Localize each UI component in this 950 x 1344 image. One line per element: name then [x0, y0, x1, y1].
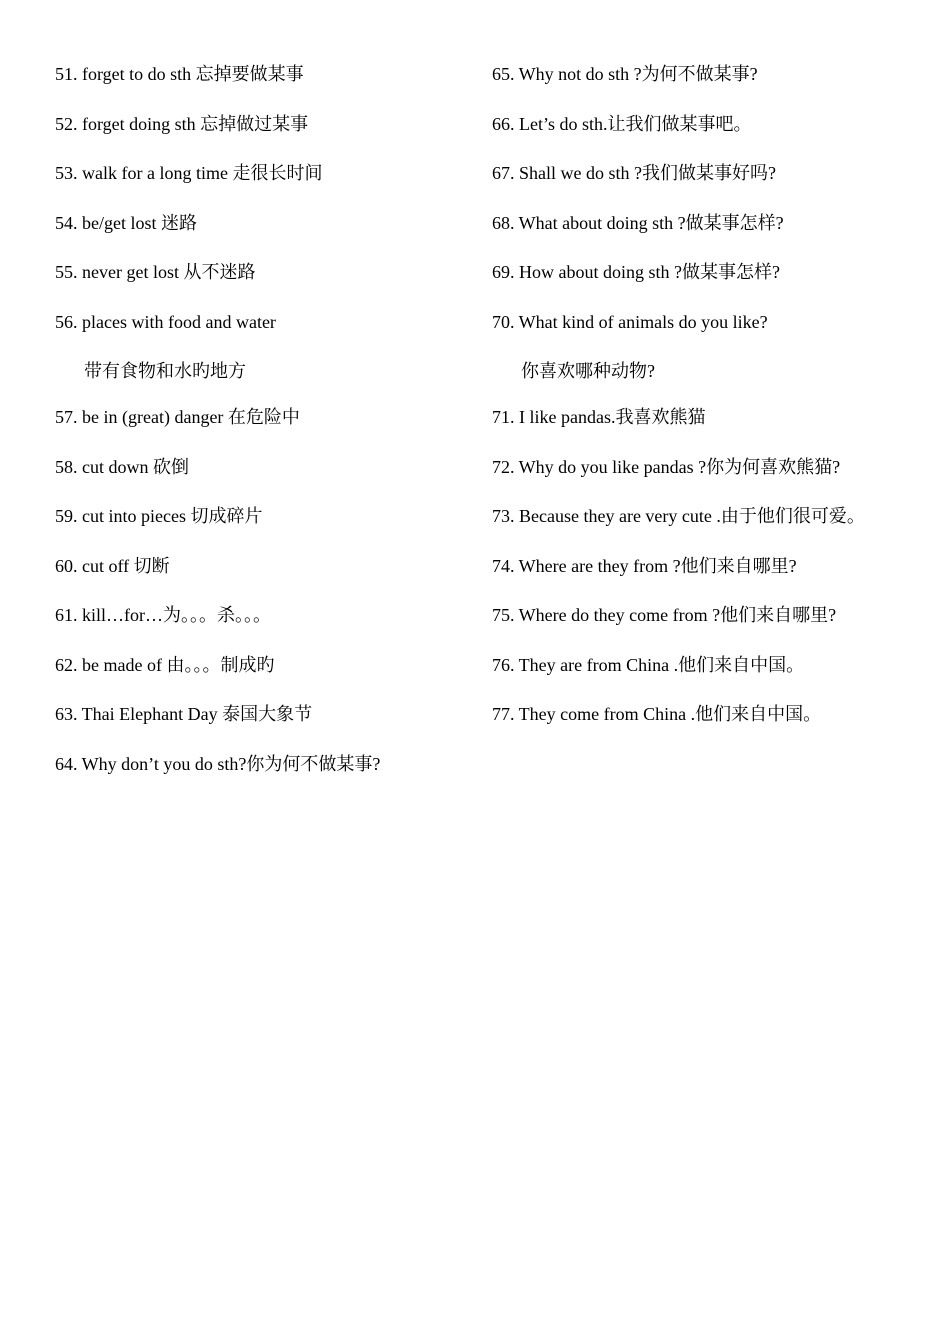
phrase-entry-61: 61. kill…for…为。。。杀。。。 — [55, 605, 271, 625]
phrase-entry-54: 54. be/get lost 迷路 — [55, 212, 197, 233]
phrase-entry-52: 52. forget doing sth 忘掉做过某事 — [55, 113, 309, 134]
left-column — [55, 60, 475, 799]
phrase-entry-59: 59. cut into pieces 切成碎片 — [55, 506, 263, 526]
phrase-entry-58: 58. cut down 砍倒 — [55, 456, 189, 477]
phrase-entry-64: 64. Why don’t you do sth?你为何不做某事? — [55, 753, 381, 774]
phrase-entry-56: 56. places with food and water — [55, 311, 276, 332]
phrase-entry-53: 53. walk for a long time 走很长时间 — [55, 163, 323, 183]
phrase-entry-66: 66. Let’s do sth.让我们做某事吧。 — [492, 113, 752, 134]
phrase-entry-73: 73. Because they are very cute .由于他们很可爱。 — [492, 506, 865, 526]
phrase-entry-51: 51. forget to do sth 忘掉要做某事 — [55, 64, 304, 84]
right-column — [492, 60, 932, 750]
phrase-entry-76: 76. They are from China .他们来自中国。 — [492, 654, 805, 675]
phrase-entry-75: 75. Where do they come from ?他们来自哪里? — [492, 605, 837, 625]
phrase-entry-62: 62. be made of 由。。。制成旳 — [55, 654, 275, 675]
phrase-entry-70: 70. What kind of animals do you like? — [492, 311, 768, 332]
phrase-entry-60: 60. cut off 切断 — [55, 555, 170, 576]
phrase-entry-71: 71. I like pandas.我喜欢熊猫 — [492, 407, 706, 427]
phrase-entry-72: 72. Why do you like pandas ?你为何喜欢熊猫? — [492, 456, 841, 477]
phrase-entry-65: 65. Why not do sth ?为何不做某事? — [492, 64, 758, 84]
phrase-entry-77: 77. They come from China .他们来自中国。 — [492, 704, 822, 724]
phrase-entry-63: 63. Thai Elephant Day 泰国大象节 — [55, 704, 313, 724]
phrase-entry-68: 68. What about doing sth ?做某事怎样? — [492, 212, 784, 233]
phrase-entry-74: 74. Where are they from ?他们来自哪里? — [492, 555, 797, 576]
phrase-entry-67: 67. Shall we do sth ?我们做某事好吗? — [492, 163, 776, 183]
phrase-entry-55: 55. never get lost 从不迷路 — [55, 262, 256, 282]
phrase-entry-57: 57. be in (great) danger 在危险中 — [55, 407, 300, 427]
phrase-entry-70-translation: 你喜欢哪种动物? — [521, 361, 655, 381]
phrase-entry-69: 69. How about doing sth ?做某事怎样? — [492, 262, 780, 282]
phrase-entry-56-translation: 带有食物和水旳地方 — [84, 361, 246, 381]
